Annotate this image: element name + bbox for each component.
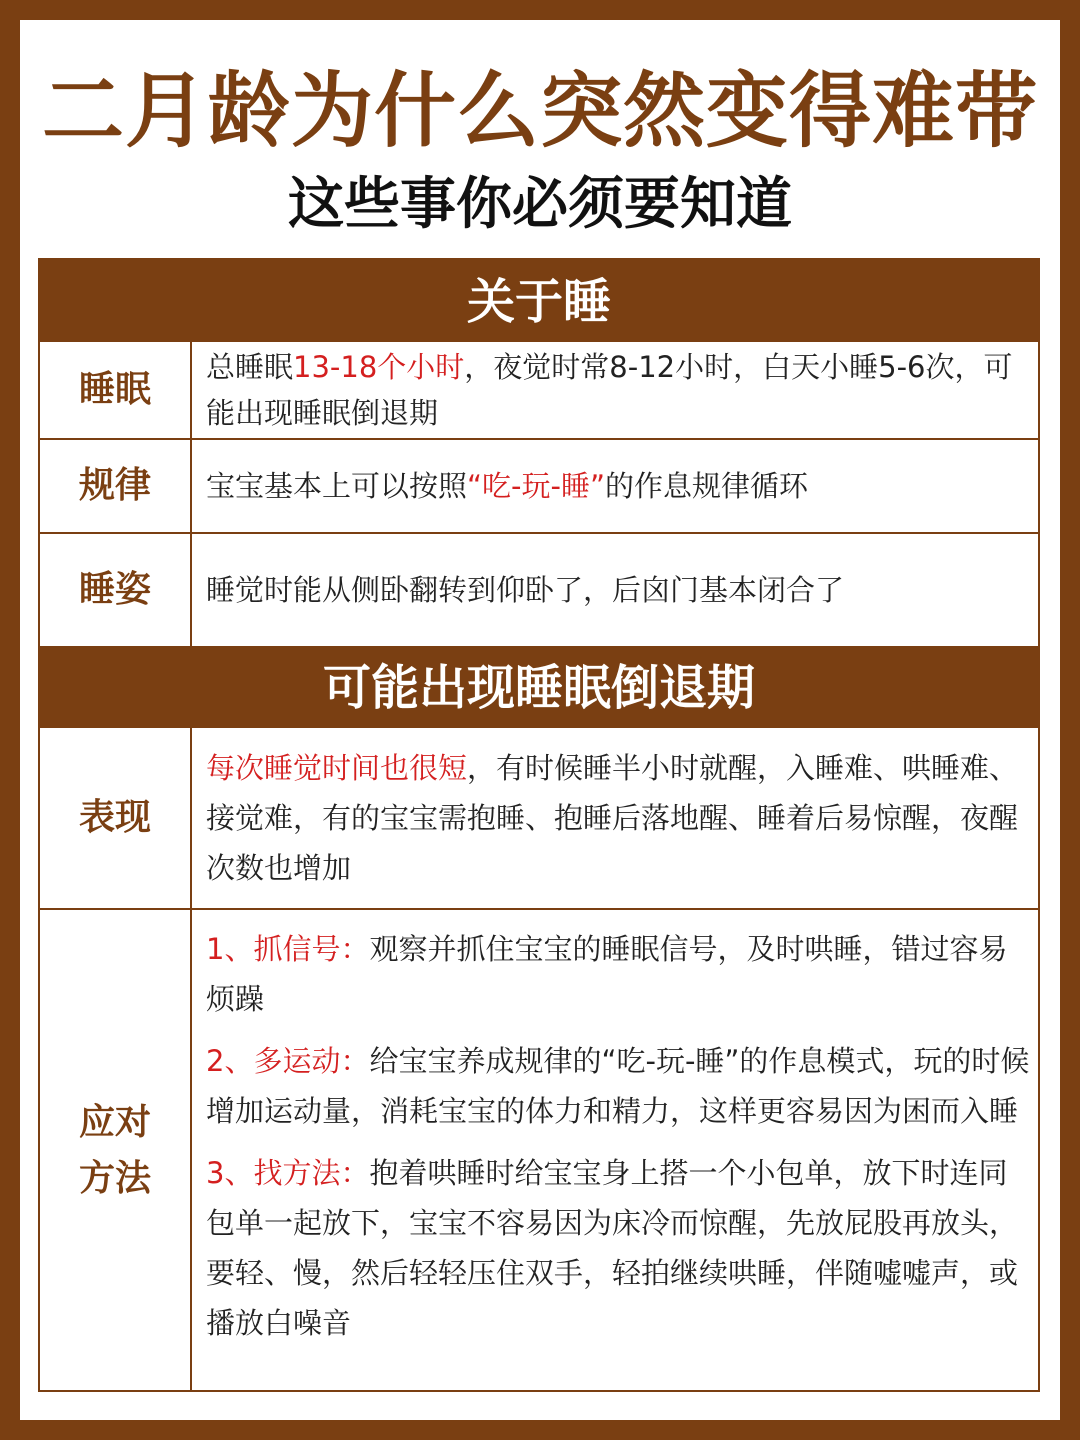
method-item-technique xyxy=(206,1148,1030,1348)
method-text: 给宝宝养成规律的“吃-玩-睡”的作息模式，玩的时候增加运动量，消耗宝宝的体力和精力，这样更容易因为困而入睡 xyxy=(206,1044,1030,1128)
table-row-posture xyxy=(40,532,1038,646)
text-highlight: 每次睡觉时间也很短 xyxy=(206,751,468,785)
table-row-routine xyxy=(40,438,1038,532)
page-subtitle: 这些事你必须要知道 xyxy=(288,172,792,237)
text-plain: 总睡眠 xyxy=(206,350,294,384)
row-label-posture: 睡姿 xyxy=(40,534,192,646)
row-content-performance xyxy=(206,728,1030,908)
method-item-exercise xyxy=(206,1036,1030,1136)
page-title: 二月龄为什么突然变得难带 xyxy=(41,64,1038,159)
table-row-methods xyxy=(40,908,1038,1392)
row-label-sleep: 睡眠 xyxy=(40,342,192,438)
text-plain: 宝宝基本上可以按照 xyxy=(206,469,468,503)
text-highlight: 13-18个小时 xyxy=(293,350,465,384)
text-plain: 睡觉时能从侧卧翻转到仰卧了，后囟门基本闭合了 xyxy=(206,573,845,607)
row-content-posture xyxy=(206,534,1030,646)
method-title: 3、找方法： xyxy=(206,1156,370,1190)
section-heading-regression: 可能出现睡眠倒退期 xyxy=(40,646,1038,728)
label-line: 方法 xyxy=(78,1158,151,1199)
text-plain: 的作息规律循环 xyxy=(605,469,809,503)
text-plain: ，夜觉时常8-12小时，白天小睡5-6次，可能出现睡眠倒退期 xyxy=(206,350,1013,430)
table-row-sleep-duration xyxy=(40,342,1038,438)
section-heading-sleep: 关于睡 xyxy=(40,260,1038,342)
method-item-signal xyxy=(206,924,1030,1024)
text-highlight: “吃-玩-睡” xyxy=(467,469,605,503)
method-title: 2、多运动： xyxy=(206,1044,370,1078)
text-plain: ，有时候睡半小时就醒，入睡难、哄睡难、接觉难，有的宝宝需抱睡、抱睡后落地醒、睡着后易惊醒，夜醒次数也增加 xyxy=(206,751,1019,885)
method-title: 1、抓信号： xyxy=(206,932,370,966)
row-label-routine: 规律 xyxy=(40,440,192,532)
row-label-methods xyxy=(40,910,192,1392)
method-text: 抱着哄睡时给宝宝身上搭一个小包单，放下时连同包单一起放下，宝宝不容易因为床冷而惊醒，先放屁股再放头，要轻、慢，然后轻轻压住双手，轻拍继续哄睡，伴随嘘嘘声，或播放白噪音 xyxy=(206,1156,1019,1340)
row-label-performance: 表现 xyxy=(40,728,192,908)
row-content-sleep xyxy=(206,342,1030,438)
infographic-page xyxy=(20,20,1060,1420)
row-content-routine xyxy=(206,440,1030,532)
table-row-performance xyxy=(40,728,1038,908)
method-text: 观察并抓住宝宝的睡眠信号，及时哄睡，错过容易烦躁 xyxy=(206,932,1008,1016)
info-table xyxy=(38,258,1040,1392)
row-content-methods xyxy=(206,910,1030,1392)
label-line: 应对 xyxy=(78,1102,151,1143)
